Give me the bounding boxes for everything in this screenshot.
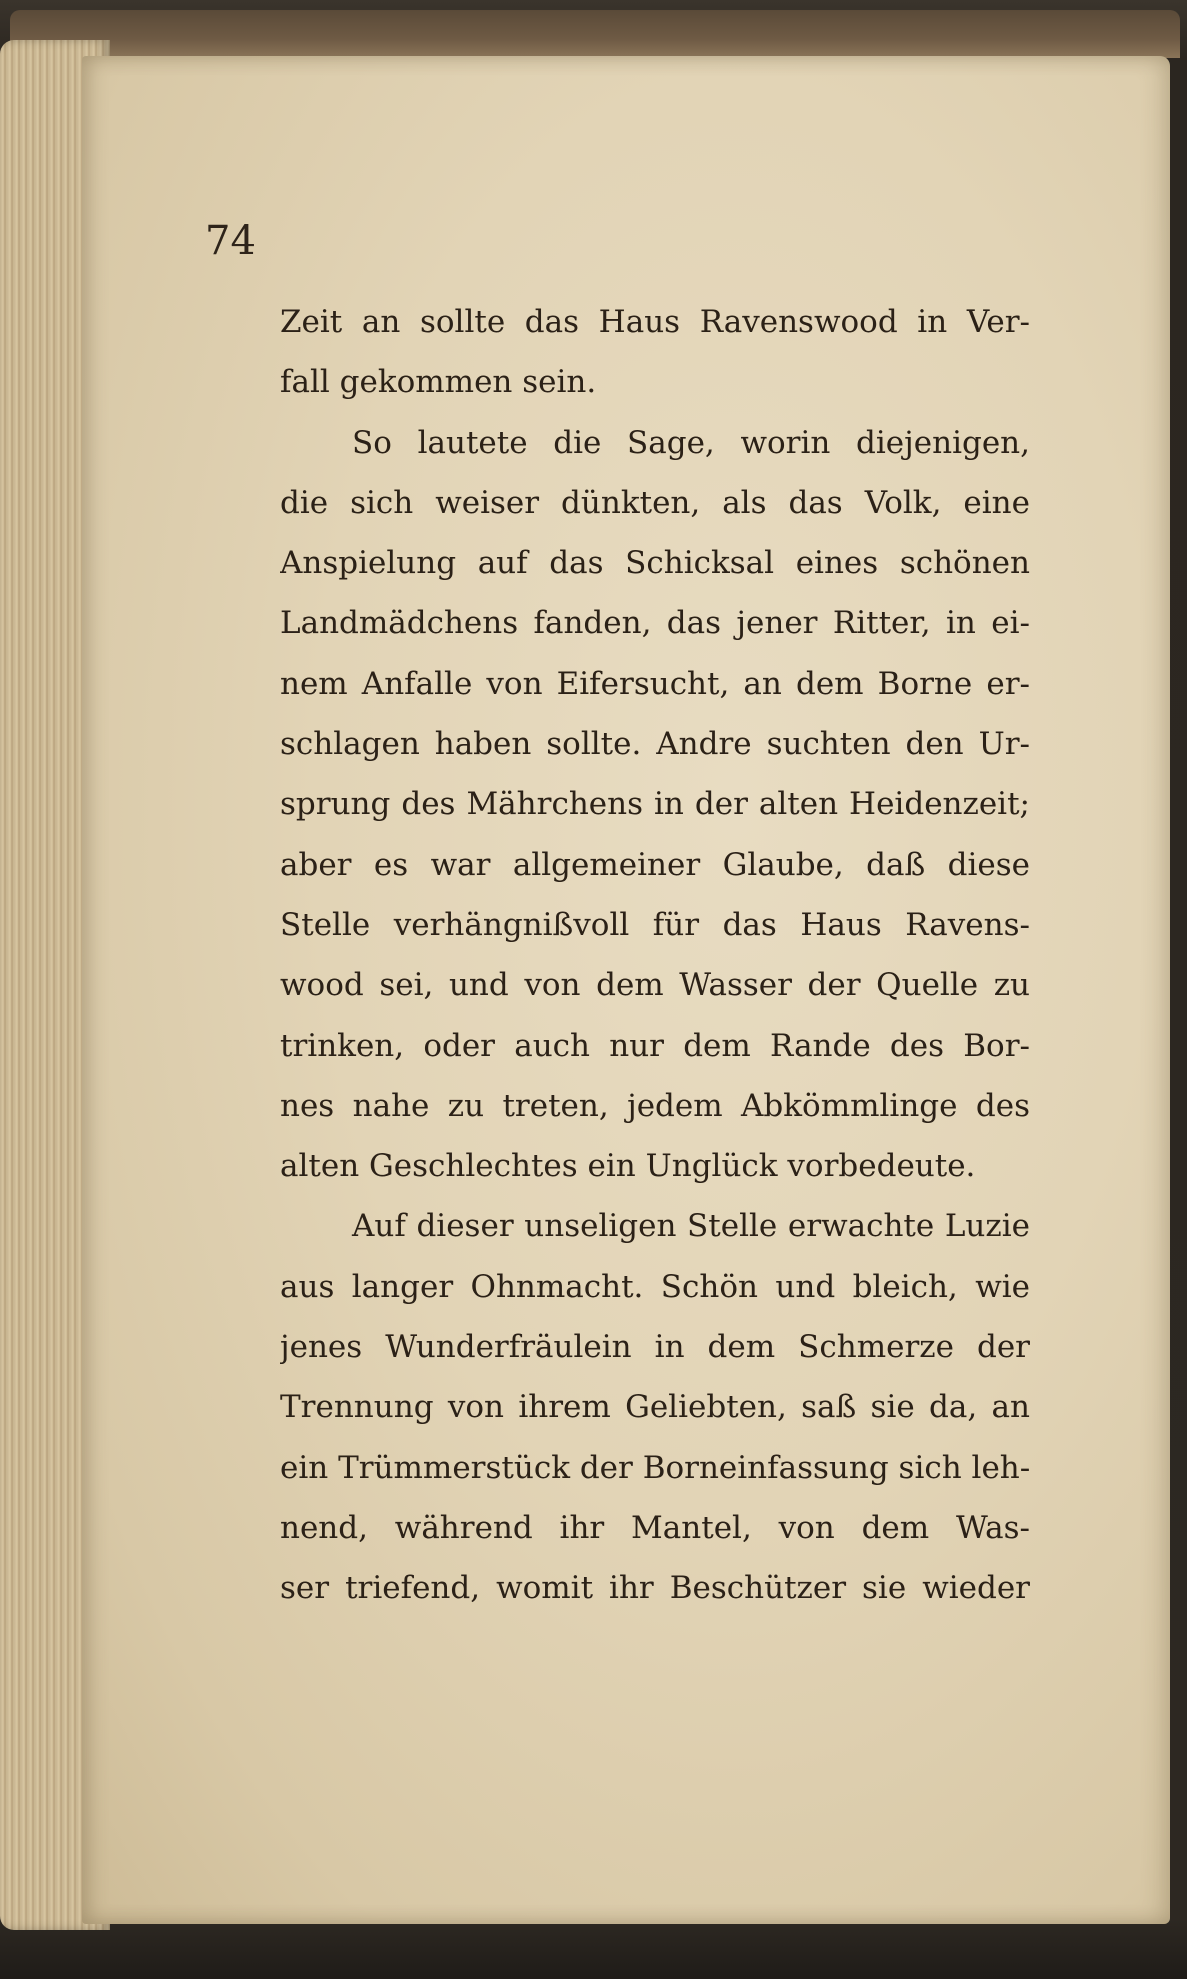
text-line: Stelle verhängnißvoll für das Haus Ravens- [280,906,1030,943]
page-text [280,292,1030,1619]
text-line: schlagen haben sollte. Andre suchten den Ur- [280,726,1030,763]
text-line: jenes Wunderfräulein in dem Schmerze der [280,1329,1030,1366]
text-line: ser triefend, womit ihr Beschützer sie wieder [280,1570,1030,1607]
text-line: sprung des Mährchens in der alten Heidenzeit; [280,786,1030,823]
text-line: nes nahe zu treten, jedem Abkömmlinge des [280,1087,1030,1124]
book-cover-top [10,10,1180,58]
text-line: nem Anfalle von Eifersucht, an dem Borne er- [280,665,1030,702]
text-line: Auf dieser unseligen Stelle erwachte Luzie [352,1208,1030,1245]
text-line: trinken, oder auch nur dem Rande des Bor- [280,1027,1030,1064]
text-line: Trennung von ihrem Geliebten, saß sie da, an [280,1389,1030,1426]
text-line: alten Geschlechtes ein Unglück vorbedeute. [280,1148,976,1185]
text-line: Landmädchens fanden, das jener Ritter, in ei- [280,605,1030,642]
text-line: nend, während ihr Mantel, von dem Was- [280,1509,1030,1546]
text-line: So lautete die Sage, worin diejenigen, [352,424,1030,461]
text-line: aber es war allgemeiner Glaube, daß diese [280,846,1030,883]
text-line: aus langer Ohnmacht. Schön und bleich, wie [280,1268,1030,1305]
text-line: Anspielung auf das Schicksal eines schönen [280,545,1030,582]
text-line: fall gekommen sein. [280,364,597,401]
text-line: Zeit an sollte das Haus Ravenswood in Ver- [280,304,1030,340]
text-line: die sich weiser dünkten, als das Volk, eine [280,484,1030,521]
text-line: ein Trümmerstück der Borneinfassung sich leh- [280,1449,1030,1486]
page-number: 74 [205,218,256,264]
text-line: wood sei, und von dem Wasser der Quelle zu [280,967,1030,1004]
